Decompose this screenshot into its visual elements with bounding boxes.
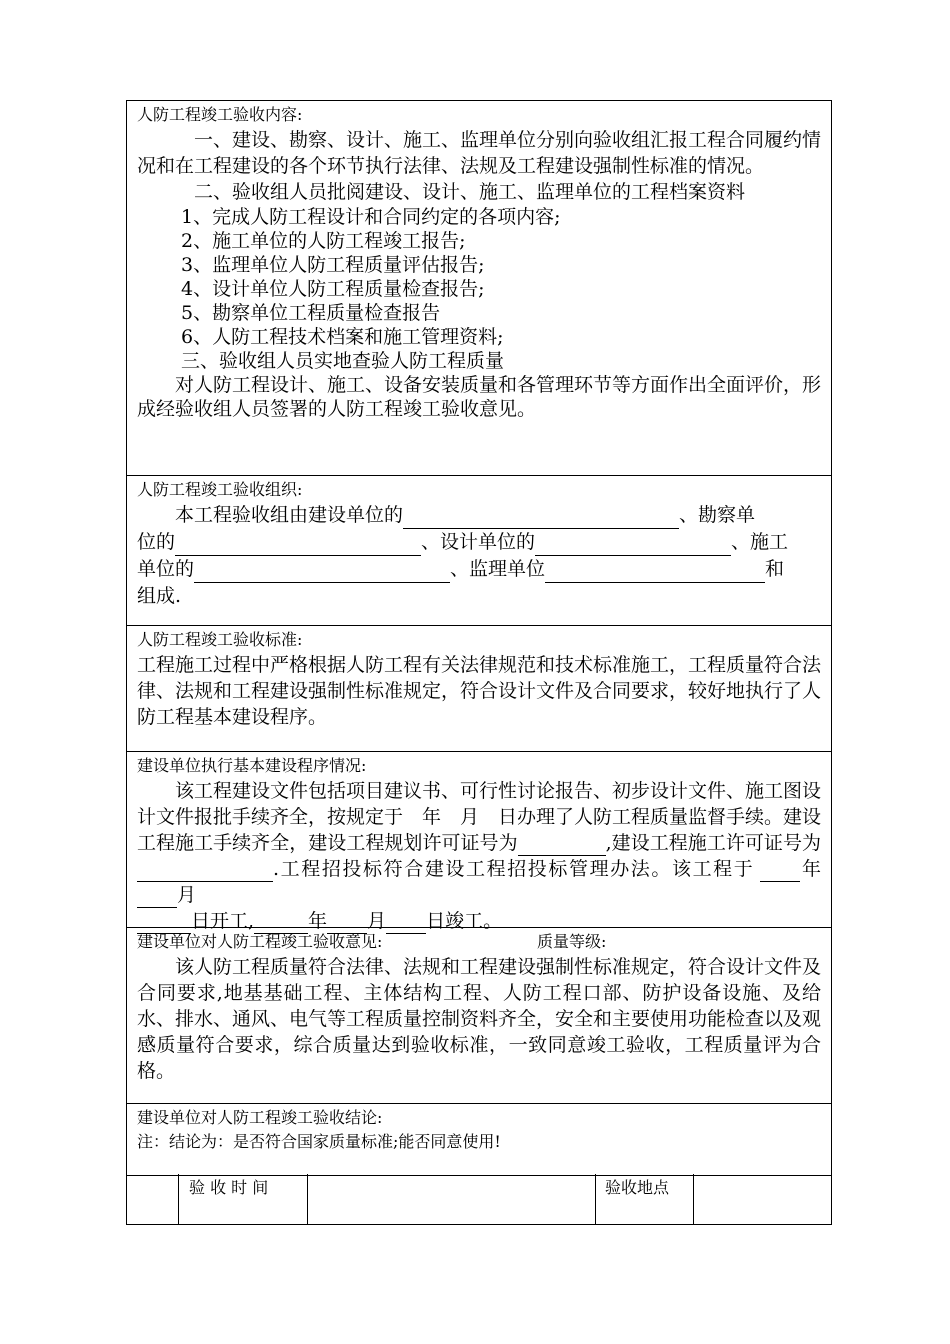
procedure-text-5: 月 [177, 884, 197, 906]
content-item: 1、完成人防工程设计和合同约定的各项内容; [181, 206, 561, 228]
procedure-text-1: 该工程建设文件包括项目建议书、可行性讨论报告、初步设计文件、施工图设计文件报批手续齐全，按规定于 年 月 日办理了人防工程质量监督手续。建设工程施工手续齐全，建设工程规划许可证号为 [137, 780, 822, 854]
content-item: 3、监理单位人防工程质量评估报告; [181, 254, 485, 276]
section-opinion [127, 928, 831, 1104]
content-paragraph-1: 一、建设、勘察、设计、施工、监理单位分别向验收组汇报工程合同履约情况和在工程建设的各个环节执行法律、法规及工程建设强制性标准的情况。 [137, 129, 822, 177]
section-standard-header: 人防工程竣工验收标准: [137, 630, 303, 649]
procedure-text-9: 日竣工。 [426, 910, 503, 932]
start-year-blank[interactable] [760, 861, 800, 882]
conclusion-note: 注：结论为：是否符合国家质量标准;能否同意使用! [137, 1132, 501, 1151]
org-text-4: 、设计单位的 [421, 531, 536, 553]
acceptance-place-label: 验收地点 [605, 1178, 670, 1197]
construction-permit-blank[interactable] [137, 861, 273, 882]
standard-text: 工程施工过程中严格根据人防工程有关法律规范和技术标准施工，工程质量符合法律、法规和工程建设强制性标准规定，符合设计文件及合同要求，较好地执行了人防工程基本建设程序。 [137, 654, 822, 728]
content-paragraph-4: 对人防工程设计、施工、设备安装质量和各管理环节等方面作出全面评价，形成经验收组人员签署的人防工程竣工验收意见。 [137, 374, 822, 420]
procedure-text-7: 年 [308, 910, 328, 932]
procedure-text-6: 日开工, [191, 910, 255, 932]
section-procedure [127, 752, 831, 932]
procedure-text-3: .工程招投标符合建设工程招投标管理办法。该工程于 [273, 858, 755, 880]
org-text-6: 单位的 [137, 558, 195, 580]
content-item: 三、验收组人员实地查验人防工程质量 [181, 350, 505, 372]
quality-grade-label: 质量等级: [537, 932, 607, 951]
org-text-3: 位的 [137, 531, 176, 553]
construction-unit-blank[interactable] [403, 508, 679, 529]
section-content [127, 101, 831, 476]
procedure-text-8: 月 [367, 910, 387, 932]
opinion-text: 该人防工程质量符合法律、法规和工程建设强制性标准规定，符合设计文件及合同要求,地基基础工程、主体结构工程、人防工程口部、防护设备设施、及给水、排水、通风、电气等工程质量控制资料齐全，安全和主要使用功能检查以及观感质量符合要求，综合质量达到验收标准，一致同意竣工验收，工程质量评为合格。 [137, 956, 822, 1082]
acceptance-place-value[interactable] [694, 1174, 831, 1224]
construction-contractor-blank[interactable] [194, 562, 450, 583]
start-month-blank[interactable] [137, 887, 177, 908]
content-item: 4、设计单位人防工程质量检查报告; [181, 278, 485, 300]
org-text-1: 本工程验收组由建设单位的 [175, 504, 404, 526]
acceptance-form [126, 100, 832, 1225]
acceptance-time-value[interactable] [308, 1174, 595, 1224]
planning-permit-blank[interactable] [518, 835, 606, 856]
survey-unit-blank[interactable] [175, 535, 421, 556]
section-conclusion [127, 1104, 831, 1176]
org-text-7: 、监理单位 [450, 558, 546, 580]
procedure-text-2: ,建设工程施工许可证号为 [605, 832, 821, 854]
acceptance-time-place-row [127, 1174, 831, 1224]
content-item: 6、人防工程技术档案和施工管理资料; [181, 326, 504, 348]
org-text-2: 、勘察单 [679, 504, 756, 526]
section-opinion-header: 建设单位对人防工程竣工验收意见: [137, 932, 383, 951]
content-item: 2、施工单位的人防工程竣工报告; [181, 230, 466, 252]
section-conclusion-header: 建设单位对人防工程竣工验收结论: [137, 1108, 383, 1127]
content-paragraph-2: 二、验收组人员批阅建设、设计、施工、监理单位的工程档案资料 [194, 181, 746, 203]
content-item: 5、勘察单位工程质量检查报告 [181, 302, 441, 324]
procedure-text-4: 年 [800, 858, 821, 880]
org-text-9: 组成. [137, 585, 182, 607]
design-unit-blank[interactable] [535, 535, 731, 556]
acceptance-time-label: 验 收 时 间 [189, 1178, 269, 1197]
section-standard [127, 626, 831, 752]
section-organization [127, 476, 831, 626]
org-text-8: 和 [765, 558, 785, 580]
section-content-header: 人防工程竣工验收内容: [137, 105, 303, 124]
section-procedure-header: 建设单位执行基本建设程序情况: [137, 756, 367, 775]
section-organization-header: 人防工程竣工验收组织: [137, 480, 303, 499]
org-text-5: 、施工 [731, 531, 789, 553]
supervision-unit-blank[interactable] [545, 562, 765, 583]
